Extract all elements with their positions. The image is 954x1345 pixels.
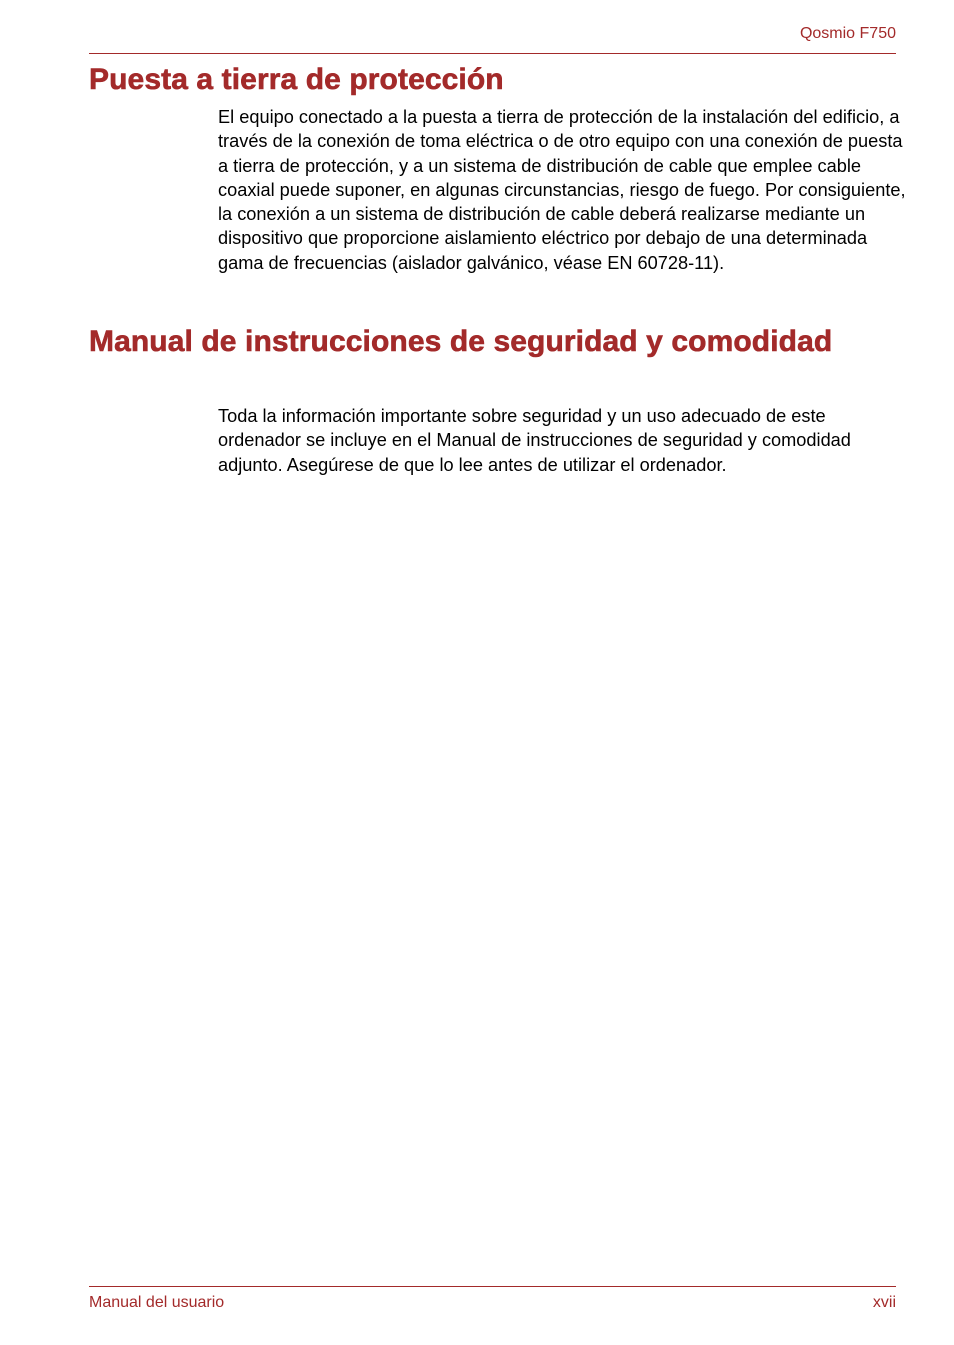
footer-divider — [89, 1286, 896, 1287]
section-body-safety-manual: Toda la información importante sobre seguridad y un uso adecuado de este ordenador se incluye en el Manual de instrucciones de seguridad y comodidad adjunto. Asegúrese de que lo lee antes de utilizar el ordenador. — [218, 406, 851, 475]
section-body-protective-earthing: El equipo conectado a la puesta a tierra de protección de la instalación del edificio, a través de la conexión de toma eléctrica o de otro equipo con una conexión de puesta a tierra de protección, y a un sistema de distribución de cable que emplee cable coaxial puede suponer, en algunas circunstancias, riesgo de fuego. Por consiguiente, la conexión a un sistema de distribución de cable deberá realizarse mediante un dispositivo que proporcione aislamiento eléctrico por debajo de una determinada gama de frecuencias (aislador galvánico, véase EN 60728-11). — [218, 107, 906, 273]
section-heading-protective-earthing: Puesta a tierra de protección — [89, 63, 504, 96]
header-title: Qosmio F750 — [799, 25, 896, 42]
section-heading-safety-manual: Manual de instrucciones de seguridad y comodidad — [89, 325, 833, 358]
header-divider — [89, 53, 896, 54]
footer-manual-title: Manual del usuario — [89, 1294, 225, 1311]
page-number: xvii — [872, 1294, 896, 1311]
